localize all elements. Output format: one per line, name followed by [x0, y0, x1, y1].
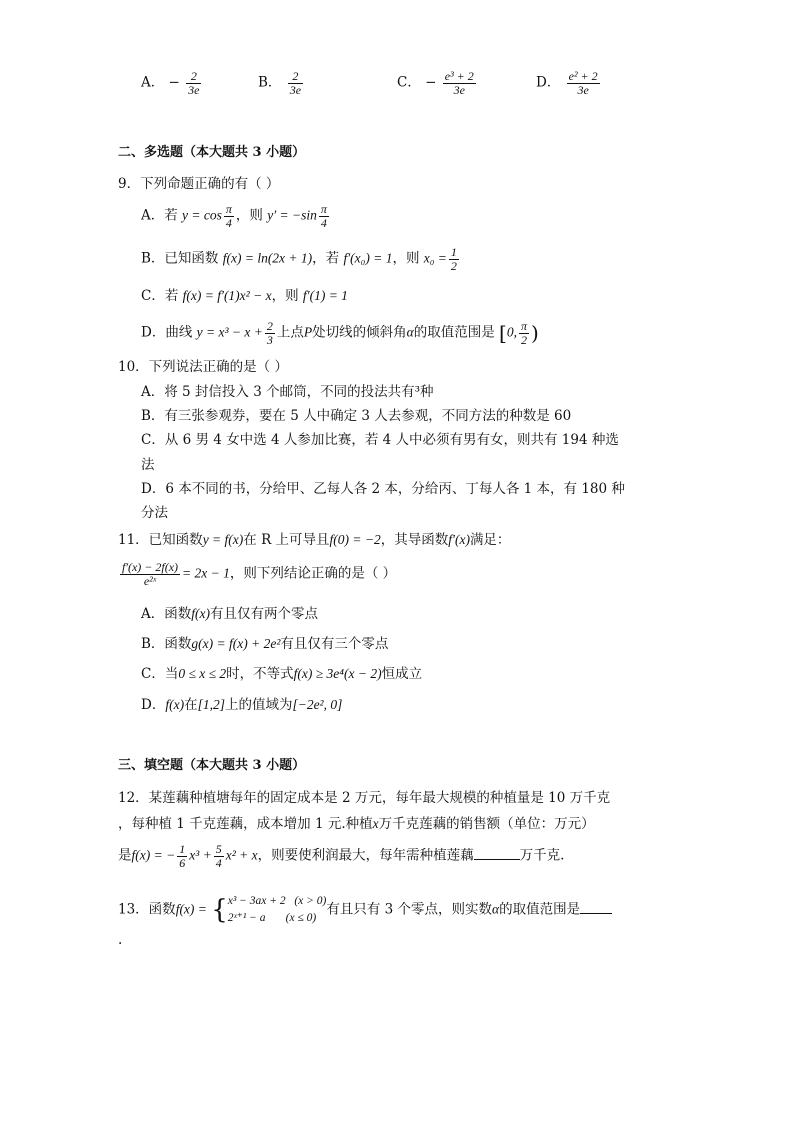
q10-option-b: B．有三张参观券，要在 5 人中确定 3 人去参观，不同方法的种数是 60 — [141, 408, 572, 424]
q8-option-b — [258, 70, 305, 96]
q13-line1 — [118, 893, 612, 927]
option-label: D． — [141, 697, 166, 713]
fraction — [177, 843, 187, 869]
q11-option-d — [141, 696, 342, 714]
q10-option-a: A．将 5 封信投入 3 个邮筒，不同的投法共有³种 — [141, 384, 434, 400]
fraction — [319, 203, 329, 229]
fraction — [443, 70, 476, 96]
case-condition: (x > 0) — [294, 895, 327, 907]
q10-option-c-line2: 法 — [141, 457, 155, 473]
math-expr: y = f(x) — [202, 532, 244, 547]
math-expr: x² + x — [225, 847, 258, 863]
text: 13．函数 — [118, 901, 176, 918]
math-expr: f(x) — [165, 697, 185, 712]
math-expr: f(0) = −2 — [329, 532, 381, 547]
option-label: D．曲线 — [141, 324, 193, 341]
numerator: 2 — [288, 70, 303, 84]
math-var: α — [406, 324, 414, 340]
fraction — [224, 203, 234, 229]
math-var: P — [303, 324, 313, 340]
text: ，若 — [312, 250, 340, 267]
option-label: B．函数 — [141, 636, 192, 652]
math-expr: f′(x) — [448, 532, 470, 547]
case-expr: 2ˣ⁺¹ − a — [227, 912, 266, 924]
answer-blank[interactable] — [580, 899, 612, 914]
text: 恒成立 — [381, 666, 423, 682]
math-expr: f(x) — [191, 606, 210, 621]
text: 是 — [118, 847, 132, 864]
fraction — [186, 70, 201, 96]
math-expr: y = x³ − x + — [196, 324, 263, 340]
text: 的取值范围是 — [413, 324, 495, 341]
q9-option-b — [141, 246, 461, 272]
q8-option-c — [397, 70, 478, 96]
math-var: x — [372, 816, 379, 831]
option-label: A．若 — [141, 207, 178, 224]
q8-option-a — [141, 70, 203, 96]
q11-option-a — [141, 605, 318, 623]
text: 有且只有 3 个零点，则实数 — [326, 901, 493, 918]
q10-stem: 10．下列说法正确的是（ ） — [118, 359, 288, 375]
denominator: 4 — [320, 215, 327, 230]
text: 万千克. — [519, 847, 565, 864]
numerator: 2 — [186, 70, 201, 84]
option-label: D． — [536, 74, 561, 91]
denominator: e²ˣ — [143, 573, 157, 588]
case-condition: (x ≤ 0) — [285, 912, 317, 924]
math-expr: f(x) ≥ 3e⁴(x − 2) — [293, 666, 382, 681]
math-expr: 0, — [506, 324, 517, 340]
numerator: π — [225, 202, 232, 216]
q9-option-c — [141, 287, 348, 305]
option-label: A． — [141, 74, 165, 91]
text: ，其导函数 — [380, 532, 449, 548]
denominator: 2 — [450, 258, 457, 273]
q11-option-c — [141, 665, 422, 683]
text: ，则 — [271, 288, 299, 304]
math-expr: f′(x₀) = 1 — [343, 250, 393, 266]
math-expr: 0 ≤ x ≤ 2 — [178, 666, 227, 681]
q8-option-d — [536, 70, 602, 96]
numerator: e² + 2 — [568, 69, 598, 83]
text: 满足： — [469, 532, 511, 548]
answer-blank[interactable] — [474, 845, 520, 860]
q9-option-a — [141, 203, 331, 229]
piecewise-cases — [228, 893, 327, 927]
denominator: 3 — [266, 332, 273, 347]
section-title-multiple-choice: 二、多选题（本大题共 3 小题） — [118, 145, 306, 160]
text: ，则要使利润最大，每年需种植莲藕 — [257, 847, 474, 864]
q9-stem: 9．下列命题正确的有（ ） — [118, 176, 280, 192]
option-label: C．当 — [141, 666, 179, 682]
q11-stem — [118, 531, 510, 549]
case-row-1 — [228, 893, 327, 910]
q12-line2 — [118, 815, 595, 833]
numerator: e³ + 2 — [444, 69, 474, 83]
numerator: 1 — [450, 245, 457, 259]
fraction — [519, 320, 529, 346]
text: 有且仅有两个零点 — [209, 606, 318, 622]
denominator: 3e — [289, 82, 302, 97]
text: ，则 — [392, 250, 420, 267]
right-paren: ) — [530, 321, 539, 346]
q10-option-d-line2: 分法 — [141, 505, 168, 521]
fraction — [265, 320, 275, 346]
math-expr: f(x) = ln(2x + 1) — [222, 250, 313, 266]
math-expr: [1,2] — [197, 697, 225, 712]
denominator: 3e — [453, 82, 465, 97]
numerator: 2 — [266, 319, 273, 333]
denominator: 3e — [577, 82, 589, 97]
math-expr: = 2x − 1 — [182, 565, 230, 581]
math-expr: f(x) = − — [131, 847, 176, 863]
numerator: π — [520, 319, 527, 333]
math-expr: x³ + — [189, 847, 212, 863]
math-var: α — [492, 901, 500, 917]
text: 在 — [184, 697, 198, 713]
option-label: C．若 — [141, 288, 179, 304]
math-expr: f(x) = f′(1)x² − x — [182, 288, 272, 303]
denominator: 3e — [188, 82, 200, 97]
q11-condition — [118, 561, 396, 587]
option-label: A．函数 — [141, 606, 192, 622]
denominator: 4 — [215, 855, 222, 870]
text: 万千克莲藕的销售额（单位：万元） — [378, 816, 595, 832]
denominator: 6 — [179, 855, 186, 870]
q11-option-b — [141, 635, 388, 653]
text: ，则 — [235, 207, 263, 224]
text: 处切线的倾斜角 — [312, 324, 407, 341]
option-label: B．已知函数 — [141, 250, 219, 267]
q12-line1: 12．某莲藕种植塘每年的固定成本是 2 万元，每年最大规模的种植量是 10 万千克 — [118, 790, 611, 806]
text: 上的值域为 — [224, 697, 293, 713]
denominator: 4 — [225, 215, 232, 230]
q13-line2: . — [118, 932, 123, 948]
option-label: B． — [258, 74, 282, 91]
text: 在 R 上可导且 — [243, 532, 330, 548]
q10-option-d-line1: D．6 本不同的书，分给甲、乙每人各 2 本，分给丙、丁每人各 1 本，有 180 种 — [141, 481, 625, 497]
math-expr: y′ = −sin — [267, 207, 317, 223]
math-expr: g(x) = f(x) + 2e² — [191, 636, 281, 651]
fraction — [214, 843, 224, 869]
denominator: 2 — [520, 332, 527, 347]
text: 时，不等式 — [226, 666, 294, 682]
text: ，则下列结论正确的是（ ） — [229, 565, 397, 582]
numerator: 1 — [179, 842, 186, 856]
math-expr: x₀ = — [423, 250, 447, 266]
case-expr: x³ − 3ax + 2 — [227, 895, 286, 907]
left-bracket: [ — [499, 321, 507, 346]
minus-sign: − — [425, 74, 437, 91]
option-label: C． — [397, 74, 421, 91]
q9-option-d — [141, 320, 539, 346]
q12-line3 — [118, 843, 564, 869]
left-brace: { — [211, 895, 228, 925]
case-row-2 — [228, 910, 327, 927]
math-expr: f′(1) = 1 — [302, 288, 348, 303]
math-expr: y = cos — [182, 207, 222, 223]
fraction — [120, 561, 180, 587]
section-title-fill-in: 三、填空题（本大题共 3 小题） — [118, 758, 306, 773]
numerator: π — [320, 202, 327, 216]
text: 的取值范围是 — [499, 901, 581, 918]
q10-option-c-line1: C．从 6 男 4 女中选 4 人参加比赛，若 4 人中必须有男有女，则共有 194 种选 — [141, 432, 619, 448]
fraction — [567, 70, 600, 96]
text: 有且仅有三个零点 — [280, 636, 389, 652]
minus-sign: − — [168, 74, 180, 91]
numerator: 5 — [215, 842, 222, 856]
fraction — [449, 246, 459, 272]
text: ，每种植 1 千克莲藕，成本增加 1 元.种植 — [118, 816, 373, 832]
text: 11．已知函数 — [118, 532, 203, 548]
numerator: f′(x) − 2f(x) — [122, 560, 179, 574]
math-expr: f(x) = — [175, 901, 207, 917]
fraction — [288, 70, 303, 96]
text: 上点 — [276, 324, 304, 341]
math-expr: [−2e², 0] — [292, 697, 343, 712]
